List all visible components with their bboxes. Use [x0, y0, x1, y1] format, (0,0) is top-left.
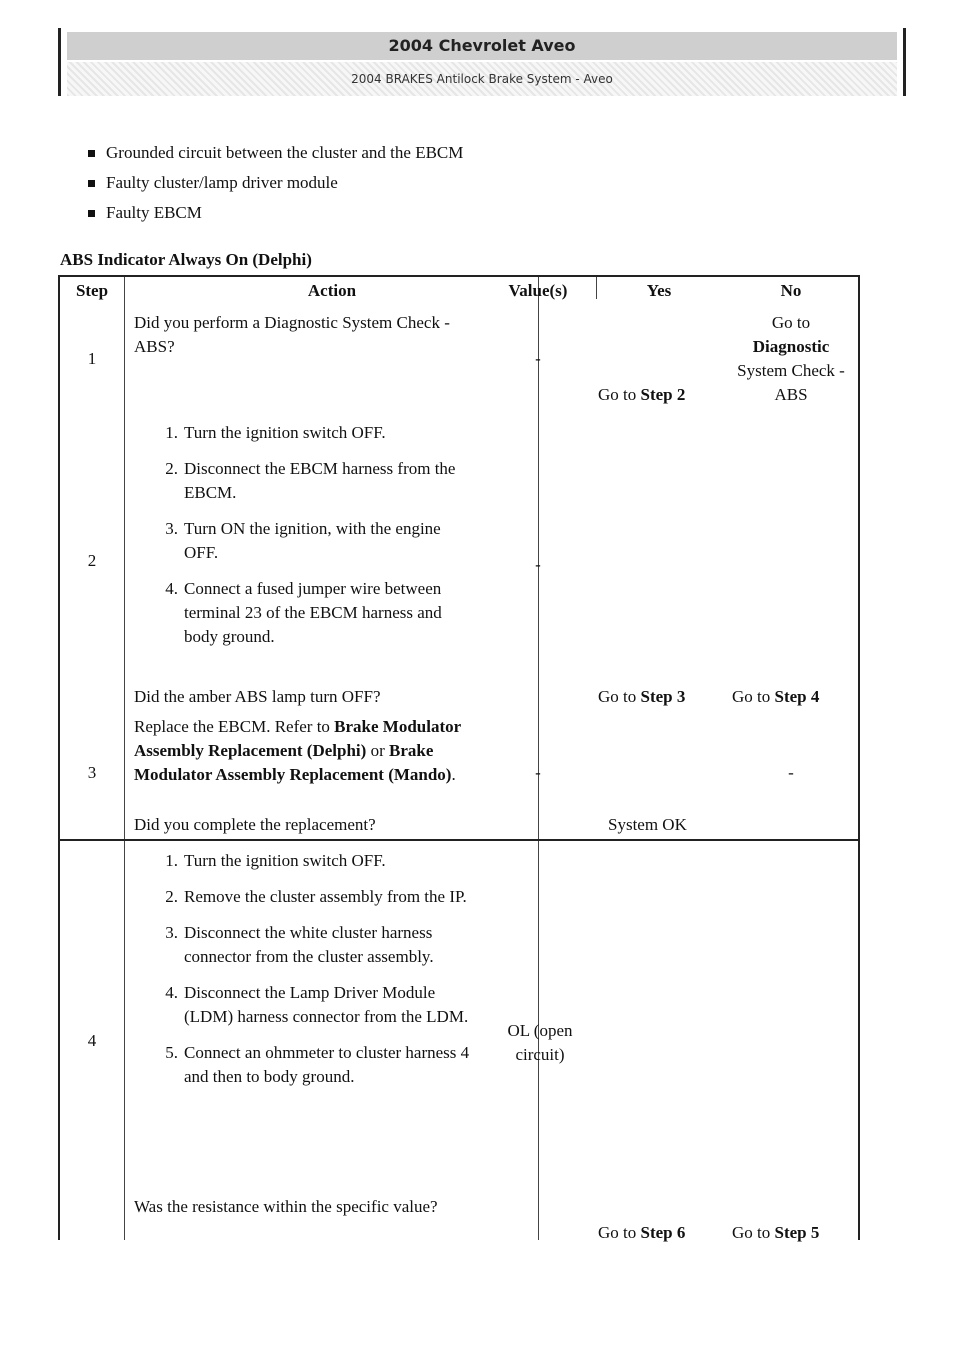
- cause-list: [86, 138, 463, 228]
- cause-item: Grounded circuit between the cluster and the EBCM: [86, 138, 463, 168]
- procedure-step: 1. Turn the ignition switch OFF.: [165, 423, 386, 442]
- no-link[interactable]: [732, 685, 856, 709]
- procedure-step: 1. Turn the ignition switch OFF.: [165, 851, 386, 870]
- action-connector: or: [366, 741, 389, 760]
- no-link[interactable]: [724, 311, 858, 407]
- question-text: Did the amber ABS lamp turn OFF?: [134, 687, 381, 706]
- step-number: 4: [87, 1031, 97, 1050]
- yes-prefix: Go to: [598, 385, 641, 404]
- no-result: -: [788, 763, 794, 782]
- value-text: -: [535, 763, 541, 782]
- step-number: 3: [87, 763, 97, 782]
- no-prefix: Go to: [732, 687, 775, 706]
- header-step: Step: [75, 281, 109, 300]
- yes-link[interactable]: [598, 1221, 730, 1245]
- page-header: [58, 28, 906, 96]
- no-prefix: Go to: [771, 313, 811, 332]
- header-subtitle: 2004 BRAKES Antilock Brake System - Aveo: [67, 62, 897, 96]
- header-title: 2004 Chevrolet Aveo: [67, 32, 897, 60]
- question-text: Did you complete the replacement?: [134, 815, 376, 834]
- action-text: [134, 715, 480, 787]
- procedure-step: 2. Remove the cluster assembly from the IP.: [165, 887, 467, 906]
- cause-item: Faulty EBCM: [86, 198, 463, 228]
- action-text: Did you perform a Diagnostic System Check - ABS?: [134, 313, 450, 356]
- yes-result: System OK: [608, 815, 687, 834]
- no-link[interactable]: [732, 1221, 856, 1245]
- header-no: No: [780, 281, 802, 300]
- step-number: 2: [87, 551, 97, 570]
- procedure-step: 5. Connect an ohmmeter to cluster harness 4 and then to body ground.: [165, 1043, 470, 1086]
- header-values: Value(s): [508, 281, 568, 300]
- action-end: .: [451, 765, 456, 784]
- yes-target: Step 6: [640, 1223, 686, 1242]
- section-title: ABS Indicator Always On (Delphi): [60, 250, 312, 269]
- procedure-link-mando[interactable]: Brake Modulator Assembly Replacement (Mando): [134, 741, 452, 784]
- procedure-step: 2. Disconnect the EBCM harness from the EBCM.: [165, 459, 456, 502]
- no-prefix: Go to: [732, 1223, 775, 1242]
- procedure-link-delphi[interactable]: Brake Modulator Assembly Replacement (Delphi): [134, 717, 461, 760]
- header-action: Action: [307, 281, 357, 300]
- no-suffix: System Check - ABS: [737, 361, 845, 404]
- yes-prefix: Go to: [598, 1223, 641, 1242]
- no-target: Step 4: [774, 687, 820, 706]
- diagnostic-table: [58, 275, 860, 1240]
- header-yes: Yes: [646, 281, 672, 300]
- value-text: -: [535, 555, 541, 574]
- procedure-step: 4. Connect a fused jumper wire between terminal 23 of the EBCM harness and body ground.: [165, 579, 442, 646]
- value-text: -: [535, 349, 541, 368]
- procedure-step: 3. Turn ON the ignition, with the engine OFF.: [165, 519, 441, 562]
- no-target: Step 5: [774, 1223, 820, 1242]
- yes-target: Step 2: [640, 385, 686, 404]
- action-steps: [138, 421, 474, 661]
- action-prefix: Replace the EBCM. Refer to: [134, 717, 335, 736]
- action-steps: [138, 849, 474, 1101]
- value-text: OL (open circuit): [507, 1021, 573, 1064]
- procedure-step: 4. Disconnect the Lamp Driver Module (LDM) harness connector from the LDM.: [165, 983, 469, 1026]
- yes-link[interactable]: [598, 685, 730, 709]
- cause-item: Faulty cluster/lamp driver module: [86, 168, 463, 198]
- step-number: 1: [87, 349, 97, 368]
- procedure-step: 3. Disconnect the white cluster harness connector from the cluster assembly.: [165, 923, 434, 966]
- question-text: Was the resistance within the specific value?: [134, 1197, 438, 1216]
- no-target: Diagnostic: [752, 337, 830, 356]
- yes-target: Step 3: [640, 687, 686, 706]
- yes-link[interactable]: [598, 383, 730, 407]
- yes-prefix: Go to: [598, 687, 641, 706]
